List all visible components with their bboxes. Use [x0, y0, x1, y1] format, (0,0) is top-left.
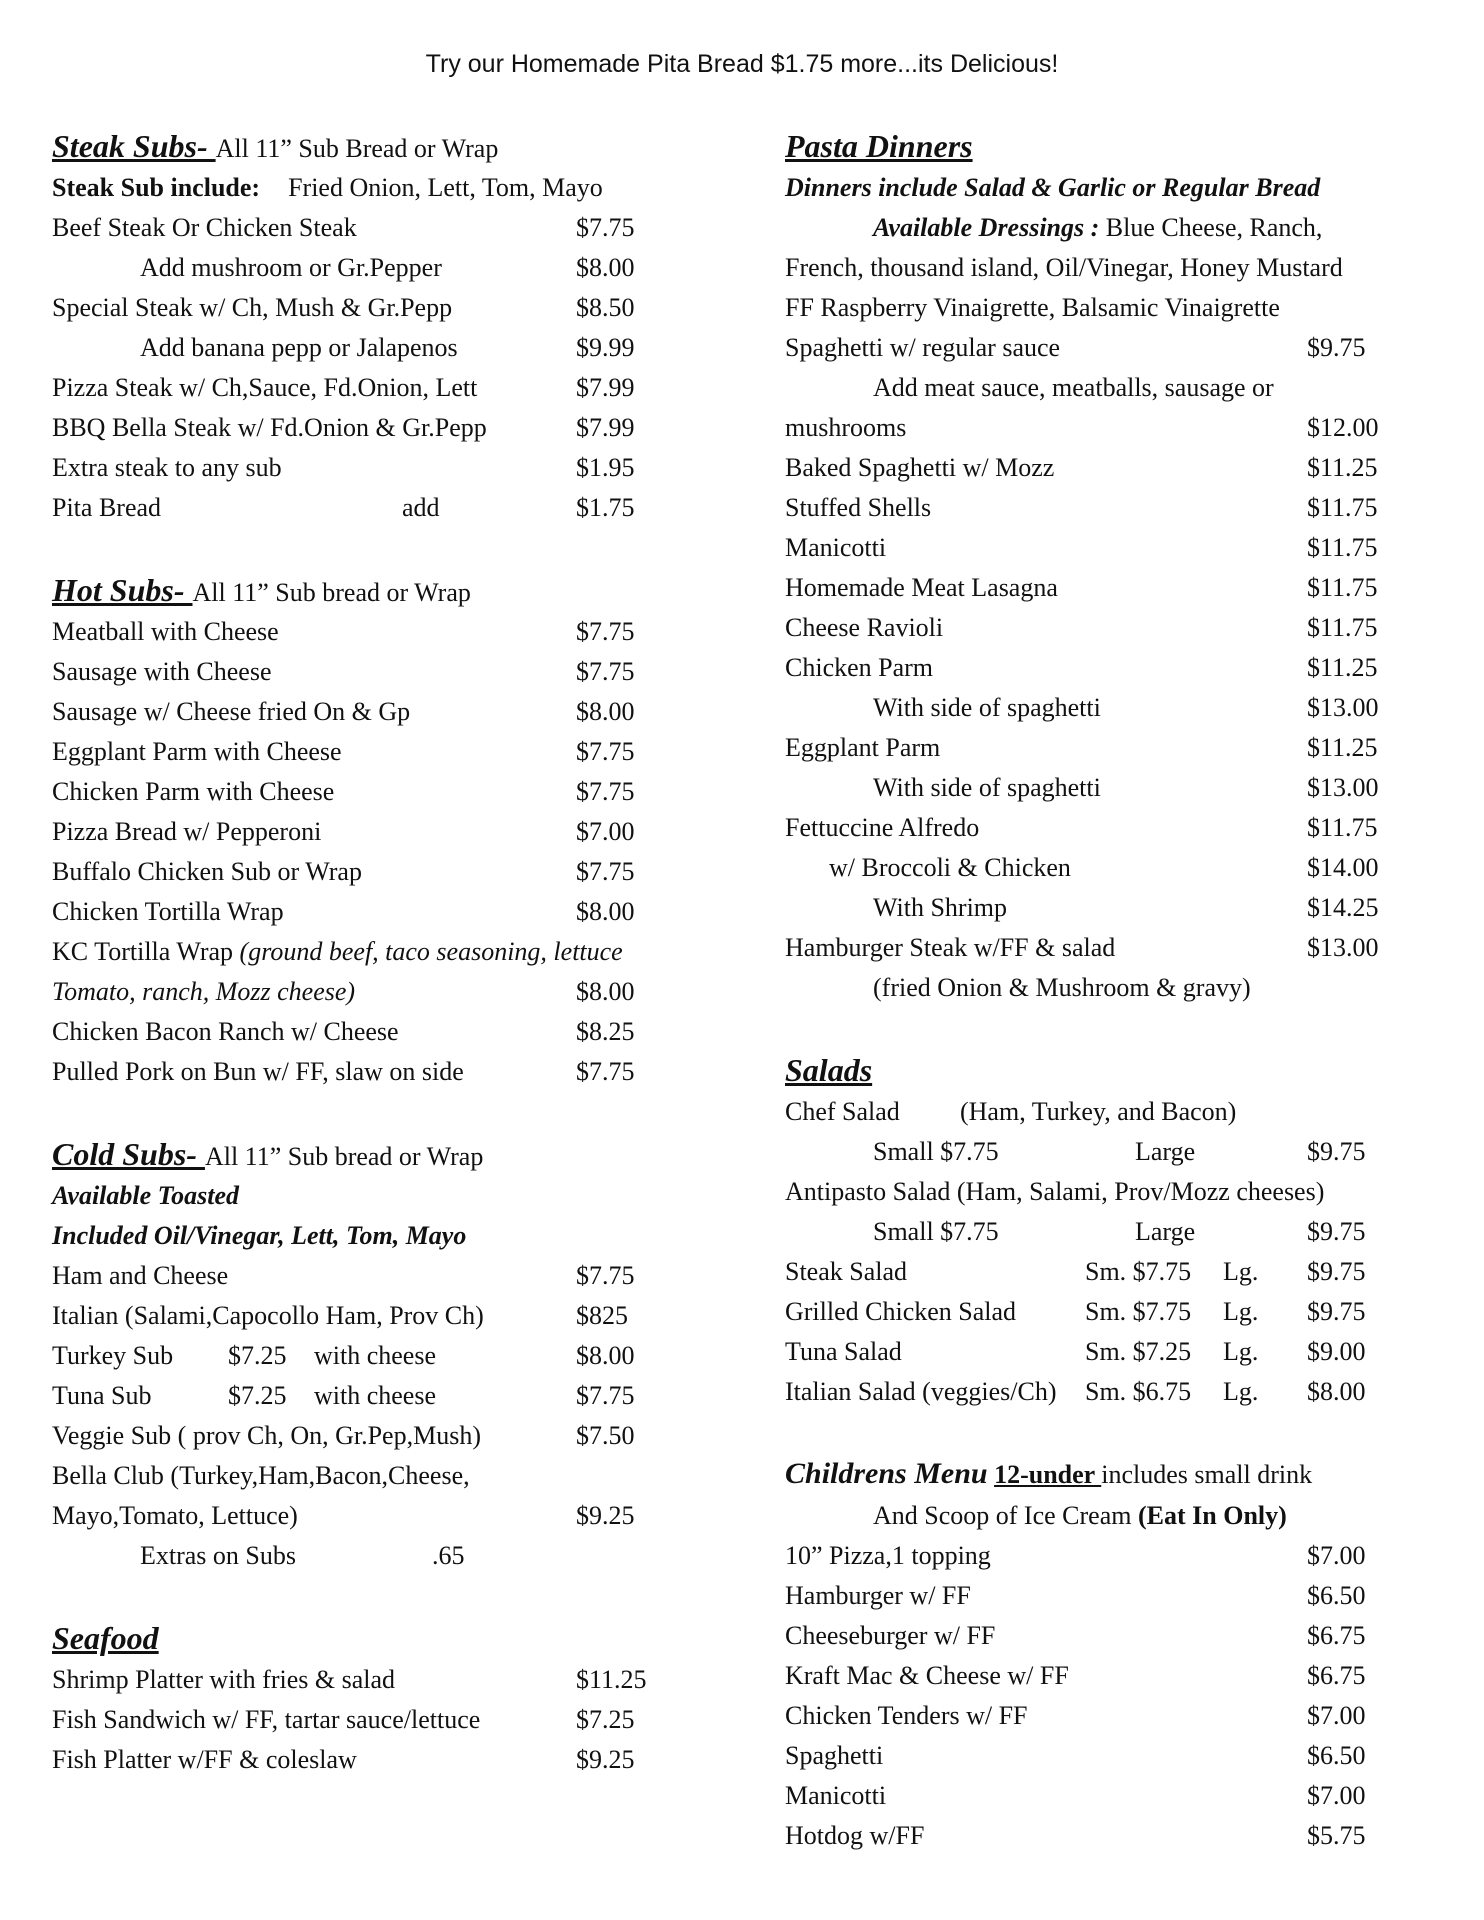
item-plain-price: $7.25 [228, 1381, 287, 1410]
cold-subs-toasted: Available Toasted [52, 1181, 240, 1210]
item-price: $1.75 [576, 493, 635, 522]
menu-item [52, 652, 732, 692]
item-name: Fish Sandwich w/ FF, tartar sauce/lettuce [52, 1705, 481, 1734]
item-price: $9.75 [1307, 1297, 1366, 1326]
hamburger-steak-note [785, 968, 1445, 1008]
menu-item [52, 892, 732, 932]
kc-wrap-line [52, 932, 732, 972]
right-column [785, 124, 1445, 1896]
item-name: Spaghetti [785, 1741, 884, 1770]
chef-salad-line [785, 1092, 1445, 1132]
pasta-dressings-2: French, thousand island, Oil/Vinegar, Honey Mustard [785, 253, 1343, 282]
item-name: Extras on Subs [140, 1541, 296, 1570]
menu-item [785, 1332, 1445, 1372]
item-price: $14.25 [1307, 893, 1379, 922]
tuna-sub-line [52, 1376, 732, 1416]
item-price: $7.00 [1307, 1781, 1366, 1810]
hot-subs-note: All 11” Sub bread or Wrap [192, 578, 471, 607]
menu-item [52, 772, 732, 812]
item-name: Special Steak w/ Ch, Mush & Gr.Pepp [52, 293, 453, 322]
chef-salad-sizes [785, 1132, 1445, 1172]
item-cheese-label: with cheese [314, 1381, 437, 1410]
item-name: Chicken Parm [785, 653, 934, 682]
item-name: Hotdog w/FF [785, 1821, 925, 1850]
steak-subs-section [52, 124, 732, 528]
item-price: $7.75 [576, 657, 635, 686]
item-price: $7.75 [576, 1381, 635, 1410]
large-label: Lg. [1223, 1337, 1259, 1366]
menu-item [52, 1256, 732, 1296]
kids-age: 12-under [994, 1460, 1102, 1489]
menu-item [52, 448, 732, 488]
small-price: Sm. $7.75 [1085, 1257, 1192, 1286]
hot-subs-title: Hot Subs- [52, 572, 193, 608]
large-label: Large [1135, 1137, 1196, 1166]
item-name: Spaghetti w/ regular sauce [785, 333, 1061, 362]
item-name: Tuna Salad [785, 1337, 902, 1366]
item-name: Add banana pepp or Jalapenos [140, 333, 458, 362]
menu-item [52, 1700, 732, 1740]
menu-item [52, 1012, 732, 1052]
menu-item [52, 812, 732, 852]
kids-section [785, 1452, 1445, 1856]
item-price: $7.75 [576, 777, 635, 806]
menu-item [52, 852, 732, 892]
item-price: .65 [432, 1541, 465, 1570]
eat-in-only: (Eat In Only) [1137, 1501, 1287, 1530]
menu-item [52, 208, 732, 248]
menu-item [785, 328, 1445, 368]
kids-drink: includes small drink [1101, 1460, 1313, 1489]
item-price: $14.00 [1307, 853, 1379, 882]
menu-item [785, 768, 1445, 808]
menu-item [52, 1052, 732, 1092]
item-price: $11.25 [1307, 453, 1378, 482]
item-name: Extra steak to any sub [52, 453, 282, 482]
antipasto-salad-line: Antipasto Salad (Ham, Salami, Prov/Mozz cheeses) [785, 1177, 1325, 1206]
item-price: $13.00 [1307, 933, 1379, 962]
kc-wrap-desc: (ground beef, taco seasoning, lettuce [239, 937, 623, 966]
item-price: $7.75 [576, 1261, 635, 1290]
item-name: Manicotti [785, 533, 887, 562]
menu-item [785, 488, 1445, 528]
item-name: Shrimp Platter with fries & salad [52, 1665, 396, 1694]
item-name: Buffalo Chicken Sub or Wrap [52, 857, 362, 886]
kids-items [785, 1536, 1445, 1856]
hot-subs-heading [52, 568, 732, 612]
pasta-addon [785, 368, 1445, 408]
item-price: $9.75 [1307, 1217, 1366, 1246]
seafood-section [52, 1616, 732, 1780]
item-name: Manicotti [785, 1781, 887, 1810]
menu-item [785, 1736, 1445, 1776]
item-name: Pizza Bread w/ Pepperoni [52, 817, 322, 846]
menu-item [785, 648, 1445, 688]
item-price: $8.00 [576, 697, 635, 726]
item-name: Homemade Meat Lasagna [785, 573, 1058, 602]
item-name: Chicken Tortilla Wrap [52, 897, 284, 926]
dressings-label: Available Dressings : [873, 213, 1106, 242]
item-price: $7.75 [576, 617, 635, 646]
menu-item [785, 1696, 1445, 1736]
kids-scoop-line [785, 1496, 1445, 1536]
addon-text: Add meat sauce, meatballs, sausage or [873, 373, 1274, 402]
item-price: $9.25 [576, 1745, 635, 1774]
steak-subs-include [52, 168, 732, 208]
menu-item [52, 1296, 732, 1336]
item-price: $9.25 [576, 1501, 635, 1530]
item-name: Hamburger Steak w/FF & salad [785, 933, 1116, 962]
cold-subs-included: Included Oil/Vinegar, Lett, Tom, Mayo [52, 1221, 467, 1250]
small-price: Small $7.75 [873, 1137, 999, 1166]
menu-item [52, 408, 732, 448]
item-price: $8.00 [576, 977, 635, 1006]
menu-item [52, 1416, 732, 1456]
steak-include-text: Fried Onion, Lett, Tom, Mayo [288, 173, 603, 202]
kc-wrap-desc-2: Tomato, ranch, Mozz cheese) [52, 977, 356, 1006]
salads-section [785, 1048, 1445, 1412]
menu-item [52, 1660, 732, 1700]
item-price: $7.75 [576, 213, 635, 242]
seafood-heading [52, 1616, 732, 1660]
menu-item [785, 928, 1445, 968]
menu-item [785, 1536, 1445, 1576]
item-name: Beef Steak Or Chicken Steak [52, 213, 357, 242]
item-name: Sausage w/ Cheese fried On & Gp [52, 697, 411, 726]
menu-item [52, 328, 732, 368]
menu-item [52, 692, 732, 732]
item-price: $8.00 [576, 1341, 635, 1370]
item-name: Chicken Parm with Cheese [52, 777, 335, 806]
kc-wrap-name: KC Tortilla Wrap [52, 937, 240, 966]
menu-item [52, 612, 732, 652]
item-plain-price: $7.25 [228, 1341, 287, 1370]
menu-item [785, 1776, 1445, 1816]
large-label: Large [1135, 1217, 1196, 1246]
item-price: $11.75 [1307, 573, 1378, 602]
item-price: $825 [576, 1301, 628, 1330]
item-price: $7.00 [1307, 1701, 1366, 1730]
menu-item [785, 1656, 1445, 1696]
menu-item [785, 888, 1445, 928]
menu-item [52, 288, 732, 328]
item-name: Steak Salad [785, 1257, 908, 1286]
item-name: Mayo,Tomato, Lettuce) [52, 1501, 298, 1530]
menu-item [785, 448, 1445, 488]
pasta-heading [785, 124, 1445, 168]
item-name: Kraft Mac & Cheese w/ FF [785, 1661, 1069, 1690]
pasta-dressings [785, 208, 1445, 248]
small-price: Small $7.75 [873, 1217, 999, 1246]
item-name: Add mushroom or Gr.Pepper [140, 253, 442, 282]
turkey-sub-line [52, 1336, 732, 1376]
item-price: $11.75 [1307, 813, 1378, 842]
menu-item [785, 1252, 1445, 1292]
item-name: Italian (Salami,Capocollo Ham, Prov Ch) [52, 1301, 484, 1330]
cold-subs-title: Cold Subs- [52, 1136, 205, 1172]
menu-item [785, 1576, 1445, 1616]
item-price: $8.25 [576, 1017, 635, 1046]
bella-club-line: Bella Club (Turkey,Ham,Bacon,Cheese, [52, 1461, 470, 1490]
item-price: $9.99 [576, 333, 635, 362]
menu-item [785, 1616, 1445, 1656]
item-price: $8.00 [576, 253, 635, 282]
item-price: $6.50 [1307, 1581, 1366, 1610]
large-label: Lg. [1223, 1257, 1259, 1286]
item-price: $7.00 [1307, 1541, 1366, 1570]
item-name: Sausage with Cheese [52, 657, 272, 686]
menu-item [785, 1292, 1445, 1332]
item-name: Baked Spaghetti w/ Mozz [785, 453, 1055, 482]
item-name: w/ Broccoli & Chicken [829, 853, 1071, 882]
pasta-include: Dinners include Salad & Garlic or Regular Bread [785, 173, 1321, 202]
item-name: Eggplant Parm [785, 733, 941, 762]
menu-item [52, 488, 732, 528]
item-name: Chef Salad [785, 1097, 900, 1126]
steak-include-label: Steak Sub include: [52, 173, 261, 202]
item-price: $7.75 [576, 1057, 635, 1086]
antipasto-salad-sizes [785, 1212, 1445, 1252]
item-name: Turkey Sub [52, 1341, 174, 1370]
item-name: 10” Pizza,1 topping [785, 1541, 991, 1570]
pasta-addon-2 [785, 408, 1445, 448]
menu-item [52, 1740, 732, 1780]
menu-item [52, 248, 732, 288]
menu-item [785, 1816, 1445, 1856]
item-name: Pizza Steak w/ Ch,Sauce, Fd.Onion, Lett [52, 373, 478, 402]
item-price: $11.75 [1307, 493, 1378, 522]
item-price: $12.00 [1307, 413, 1379, 442]
item-price: $1.95 [576, 453, 635, 482]
item-price: $9.75 [1307, 333, 1366, 362]
steak-subs-title: Steak Subs- [52, 128, 216, 164]
dressings-text: Blue Cheese, Ranch, [1105, 213, 1323, 242]
pasta-dressings-3: FF Raspberry Vinaigrette, Balsamic Vinaigrette [785, 293, 1280, 322]
cold-subs-section [52, 1132, 732, 1576]
item-name: BBQ Bella Steak w/ Fd.Onion & Gr.Pepp [52, 413, 487, 442]
bella-club-line-2 [52, 1496, 732, 1536]
item-name: Italian Salad (veggies/Ch) [785, 1377, 1057, 1406]
menu-item [785, 688, 1445, 728]
pasta-section [785, 124, 1445, 1008]
item-price: $6.50 [1307, 1741, 1366, 1770]
small-price: Sm. $7.25 [1085, 1337, 1192, 1366]
item-price: $13.00 [1307, 773, 1379, 802]
item-name: Grilled Chicken Salad [785, 1297, 1017, 1326]
item-name: With side of spaghetti [873, 773, 1101, 802]
menu-item [52, 368, 732, 408]
item-price: $11.25 [1307, 733, 1378, 762]
item-price: $5.75 [1307, 1821, 1366, 1850]
item-name: Fish Platter w/FF & coleslaw [52, 1745, 357, 1774]
seafood-title: Seafood [52, 1620, 159, 1656]
item-price: $8.50 [576, 293, 635, 322]
pasta-items [785, 448, 1445, 968]
kc-wrap-line-2 [52, 972, 732, 1012]
item-price: $7.99 [576, 373, 635, 402]
item-cheese-label: with cheese [314, 1341, 437, 1370]
item-price: $7.25 [576, 1705, 635, 1734]
steak-subs-note: All 11” Sub Bread or Wrap [215, 134, 499, 163]
menu-item [785, 848, 1445, 888]
item-name: Pulled Pork on Bun w/ FF, slaw on side [52, 1057, 464, 1086]
item-price: $7.00 [576, 817, 635, 846]
large-label: Lg. [1223, 1297, 1259, 1326]
item-price: $11.25 [576, 1665, 647, 1694]
menu-item [785, 808, 1445, 848]
item-desc: (Ham, Turkey, and Bacon) [960, 1097, 1237, 1126]
menu-item [785, 1372, 1445, 1412]
salads-heading [785, 1048, 1445, 1092]
item-name: Pita Bread [52, 493, 162, 522]
item-add-label: add [402, 493, 440, 522]
item-price: $9.00 [1307, 1337, 1366, 1366]
item-name: With Shrimp [873, 893, 1008, 922]
item-name: Meatball with Cheese [52, 617, 279, 646]
item-price: $7.75 [576, 857, 635, 886]
item-name: Tuna Sub [52, 1381, 152, 1410]
item-name: Stuffed Shells [785, 493, 932, 522]
menu-item [785, 568, 1445, 608]
item-name: Veggie Sub ( prov Ch, On, Gr.Pep,Mush) [52, 1421, 481, 1450]
item-price: $7.75 [576, 737, 635, 766]
salad-items [785, 1252, 1445, 1412]
item-price: $9.75 [1307, 1137, 1366, 1166]
item-price: $11.25 [1307, 653, 1378, 682]
menu-item [785, 608, 1445, 648]
item-price: $11.75 [1307, 533, 1378, 562]
pasta-title: Pasta Dinners [785, 128, 973, 164]
item-price: $13.00 [1307, 693, 1379, 722]
item-name: Eggplant Parm with Cheese [52, 737, 342, 766]
large-label: Lg. [1223, 1377, 1259, 1406]
menu-item [52, 732, 732, 772]
item-name: Cheese Ravioli [785, 613, 944, 642]
item-price: $6.75 [1307, 1661, 1366, 1690]
cold-subs-note: All 11” Sub bread or Wrap [204, 1142, 484, 1171]
item-price: $9.75 [1307, 1257, 1366, 1286]
left-column [52, 124, 732, 1820]
kids-heading [785, 1452, 1445, 1496]
item-name: Ham and Cheese [52, 1261, 229, 1290]
item-name: Fettuccine Alfredo [785, 813, 980, 842]
item-price: $8.00 [1307, 1377, 1366, 1406]
item-price: $7.50 [576, 1421, 635, 1450]
small-price: Sm. $7.75 [1085, 1297, 1192, 1326]
menu-item [785, 528, 1445, 568]
item-price: $11.75 [1307, 613, 1378, 642]
extras-line [52, 1536, 732, 1576]
cold-subs-heading [52, 1132, 732, 1176]
small-price: Sm. $6.75 [1085, 1377, 1192, 1406]
addon-text-2: mushrooms [785, 413, 907, 442]
item-name: With side of spaghetti [873, 693, 1101, 722]
note-text: (fried Onion & Mushroom & gravy) [873, 973, 1251, 1002]
salads-title: Salads [785, 1052, 873, 1088]
menu-item [785, 728, 1445, 768]
item-price: $6.75 [1307, 1621, 1366, 1650]
hot-subs-section [52, 568, 732, 1092]
item-name: Chicken Tenders w/ FF [785, 1701, 1028, 1730]
scoop-text: And Scoop of Ice Cream [873, 1501, 1138, 1530]
item-name: Chicken Bacon Ranch w/ Cheese [52, 1017, 399, 1046]
steak-subs-heading [52, 124, 732, 168]
item-name: Cheeseburger w/ FF [785, 1621, 996, 1650]
item-name: Hamburger w/ FF [785, 1581, 971, 1610]
item-price: $8.00 [576, 897, 635, 926]
kids-title: Childrens Menu [785, 1457, 988, 1490]
item-price: $7.99 [576, 413, 635, 442]
pita-bread-banner: Try our Homemade Pita Bread $1.75 more...its Delicious! [425, 50, 1059, 78]
